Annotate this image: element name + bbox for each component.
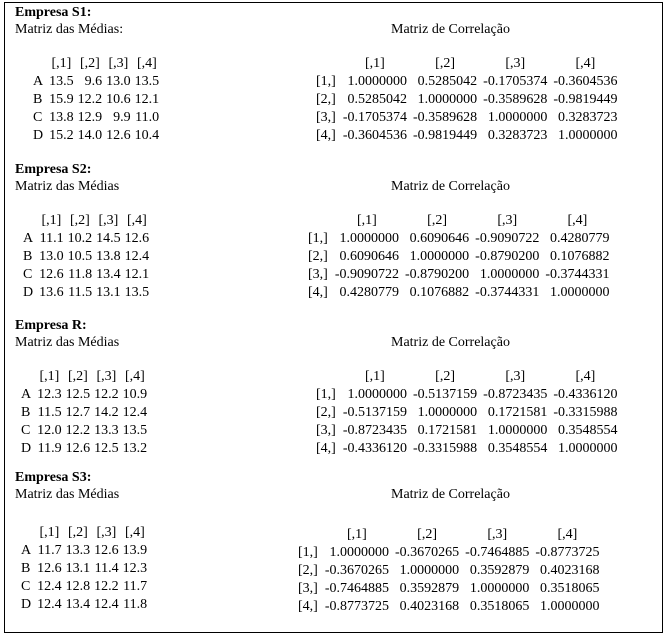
cell: 12.4 [37,597,62,612]
cell: 1.0000000 [347,387,407,402]
cell: 12.6 [124,231,150,246]
corr-header-row [313,55,621,73]
cell: 12.3 [122,561,148,576]
cell: -0.3589628 [413,110,478,125]
col-header: [,2] [67,369,88,384]
means-row [19,440,149,458]
cell: 10.5 [67,249,93,264]
cell: -0.8790200 [405,267,470,282]
corr-row [313,440,621,458]
col-header: [,4] [557,527,578,542]
corr-label: Matriz de Correlação [391,22,510,37]
col-header: [,2] [435,369,455,384]
cell: 0.5285042 [417,74,478,89]
corr-row [295,598,603,616]
cell: 13.1 [65,561,91,576]
row-label: D [33,128,44,143]
cell: 0.4023168 [399,599,460,614]
col-header: [,1] [51,56,72,71]
cell: 12.9 [77,110,103,125]
col-header: [,4] [124,525,145,540]
col-header: [,2] [69,213,90,228]
cell: -0.8773725 [324,599,389,614]
col-header: [,1] [39,369,60,384]
cell: 10.9 [122,387,148,402]
cell: -0.4336120 [342,441,407,456]
means-row [21,266,151,284]
means-row [19,386,149,404]
cell: 12.4 [94,597,119,612]
row-label: [2,] [316,92,336,107]
cell: 1.0000000 [550,285,610,300]
row-label: [4,] [316,441,336,456]
col-header: [,3] [96,369,117,384]
col-header: [,1] [41,213,62,228]
means-row [31,91,161,109]
row-label: B [21,561,31,576]
cell: 15.2 [49,128,74,143]
company-block [5,468,662,620]
corr-row [305,284,613,302]
col-header: [,3] [505,56,526,71]
cell: 0.1076882 [550,249,610,264]
cell: -0.9819449 [413,128,478,143]
cell: 0.3283723 [558,110,618,125]
cell: 12.4 [37,579,62,594]
means-label: Matriz das Médias: [15,22,124,37]
means-table [19,524,149,614]
corr-row [305,230,613,248]
means-row [19,578,149,596]
cell: 12.5 [94,441,119,456]
means-table [31,55,161,145]
means-row [21,248,151,266]
row-label: B [21,405,31,420]
cell: 13.3 [65,543,91,558]
col-header: [,3] [497,213,518,228]
cell: 13.6 [39,285,64,300]
cell: 13.5 [134,74,160,89]
cell: -0.1705374 [342,110,407,125]
cell: 11.7 [123,579,148,594]
cell: 1.0000000 [347,74,407,89]
cell: 14.5 [96,231,121,246]
cell: 12.2 [94,387,119,402]
corr-table [295,526,603,616]
company-title: Empresa R: [15,318,87,333]
cell: 0.3592879 [399,581,460,596]
col-header: [,2] [67,525,88,540]
col-header: [,1] [357,213,377,228]
cell: 1.0000000 [558,128,618,143]
cell: 1.0000000 [417,92,478,107]
company-block [5,160,662,312]
means-row [19,404,149,422]
cell: 14.0 [77,128,103,143]
cell: 13.8 [96,249,121,264]
cell: 1.0000000 [417,405,478,420]
cell: 13.3 [94,423,119,438]
row-label: C [21,579,31,594]
means-header-row [19,368,149,386]
corr-header-row [305,212,613,230]
row-label: [3,] [316,110,336,125]
means-row [31,73,161,91]
cell: 10.2 [67,231,93,246]
corr-row [295,562,603,580]
col-header: [,3] [108,56,129,71]
cell: 15.9 [49,92,74,107]
company-title: Empresa S2: [15,162,92,177]
corr-table [305,212,613,302]
cell: -0.4336120 [553,387,618,402]
row-label: [4,] [316,128,336,143]
row-label: D [21,441,32,456]
cell: 13.1 [96,285,121,300]
cell: 13.5 [49,74,74,89]
col-header: [,3] [98,213,119,228]
cell: 0.3548554 [487,441,548,456]
row-label: [3,] [308,267,328,282]
col-header: [,3] [96,525,117,540]
row-label: A [21,543,32,558]
cell: 0.6090646 [339,249,399,264]
row-label: [3,] [316,423,336,438]
corr-header-row [313,368,621,386]
cell: 12.0 [37,423,62,438]
cell: -0.9819449 [553,92,618,107]
corr-row [313,404,621,422]
cell: 11.7 [37,543,62,558]
cell: 0.3518065 [540,581,600,596]
row-label: [1,] [316,74,336,89]
cell: -0.9090722 [475,231,540,246]
cell: 1.0000000 [540,599,600,614]
cell: 12.1 [124,267,150,282]
cell: 12.4 [124,249,150,264]
cell: -0.8723435 [483,387,548,402]
cell: 12.6 [65,441,91,456]
means-row [19,542,149,560]
row-label: C [33,110,43,125]
means-table [19,368,149,458]
means-label: Matriz das Médias [15,335,120,350]
cell: 1.0000000 [558,441,618,456]
corr-table [313,368,621,458]
cell: 13.4 [96,267,121,282]
corr-row [313,91,621,109]
col-header: [,1] [39,525,60,540]
col-header: [,4] [575,56,596,71]
cell: -0.8723435 [342,423,407,438]
cell: 13.2 [122,441,148,456]
cell: 0.1076882 [409,285,470,300]
col-header: [,4] [126,213,147,228]
cell: 0.5285042 [347,92,407,107]
cell: -0.3744331 [475,285,540,300]
cell: 11.0 [135,110,160,125]
document-frame [4,2,663,633]
means-label: Matriz das Médias [15,487,120,502]
row-label: [2,] [308,249,328,264]
company-title: Empresa S1: [15,5,92,20]
cell: 0.4023168 [540,563,600,578]
cell: 0.3548554 [558,423,618,438]
cell: 1.0000000 [329,545,389,560]
cell: 12.2 [77,92,103,107]
col-header: [,1] [365,56,385,71]
cell: 11.5 [37,405,62,420]
cell: 12.8 [65,579,91,594]
col-header: [,2] [435,56,455,71]
row-label: [1,] [316,387,336,402]
cell: -0.3315988 [553,405,618,420]
cell: 12.4 [122,405,148,420]
cell: -0.8773725 [535,545,600,560]
cell: -0.1705374 [483,74,548,89]
row-label: [2,] [316,405,336,420]
cell: 13.8 [49,110,74,125]
cell: -0.3604536 [342,128,407,143]
cell: 13.5 [124,285,150,300]
cell: 1.0000000 [487,423,548,438]
corr-label: Matriz de Correlação [391,487,510,502]
cell: -0.3670265 [395,545,460,560]
means-label: Matriz das Médias [15,179,120,194]
cell: -0.3670265 [324,563,389,578]
means-row [31,109,161,127]
cell: -0.7464885 [465,545,530,560]
cell: 11.1 [39,231,64,246]
col-header: [,4] [124,369,145,384]
cell: 12.1 [134,92,160,107]
corr-row [305,266,613,284]
means-row [19,560,149,578]
cell: 12.6 [39,267,64,282]
cell: 11.5 [68,285,93,300]
cell: 0.3592879 [469,563,530,578]
cell: 0.4280779 [339,285,399,300]
means-row [21,230,151,248]
means-header-row [19,524,149,542]
company-title: Empresa S3: [15,470,92,485]
col-header: [,2] [79,56,100,71]
row-label: C [23,267,33,282]
cell: 13.0 [39,249,64,264]
row-label: A [33,74,44,89]
corr-row [313,73,621,91]
corr-label: Matriz de Correlação [391,179,510,194]
cell: -0.5137159 [342,405,407,420]
cell: 11.8 [123,597,148,612]
cell: 1.0000000 [339,231,399,246]
cell: 12.6 [94,543,119,558]
cell: 1.0000000 [479,267,540,282]
cell: 12.2 [94,579,119,594]
cell: 1.0000000 [487,110,548,125]
cell: 1.0000000 [469,581,530,596]
row-label: [1,] [298,545,318,560]
cell: -0.5137159 [413,387,478,402]
row-label: [2,] [298,563,318,578]
corr-row [295,544,603,562]
row-label: C [21,423,31,438]
corr-table [313,55,621,145]
col-header: [,4] [136,56,157,71]
cell: 12.2 [65,423,91,438]
cell: -0.3589628 [483,92,548,107]
col-header: [,1] [347,527,367,542]
cell: 10.4 [134,128,160,143]
cell: 12.5 [65,387,91,402]
cell: -0.3744331 [545,267,610,282]
cell: -0.3604536 [553,74,618,89]
corr-row [313,127,621,145]
row-label: A [23,231,34,246]
cell: -0.9090722 [334,267,399,282]
corr-row [313,386,621,404]
col-header: [,2] [427,213,447,228]
cell: 1.0000000 [399,563,460,578]
row-label: [4,] [308,285,328,300]
cell: 12.7 [65,405,91,420]
cell: 0.4280779 [550,231,610,246]
row-label: D [21,597,32,612]
cell: 0.1721581 [417,423,478,438]
cell: -0.3315988 [413,441,478,456]
means-row [31,127,161,145]
cell: 1.0000000 [409,249,470,264]
row-label: [3,] [298,581,318,596]
means-row [21,284,151,302]
cell: 11.4 [94,561,119,576]
cell: 11.9 [37,441,62,456]
cell: 13.9 [122,543,148,558]
cell: 12.3 [37,387,62,402]
row-label: B [33,92,43,107]
row-label: [4,] [298,599,318,614]
cell: 10.6 [106,92,131,107]
col-header: [,3] [505,369,526,384]
means-table [21,212,151,302]
cell: 12.6 [37,561,62,576]
col-header: [,2] [417,527,437,542]
corr-row [313,422,621,440]
row-label: A [21,387,32,402]
company-block [5,3,662,155]
means-header-row [31,55,161,73]
cell: 9.6 [84,74,103,89]
cell: 13.5 [122,423,148,438]
cell: 11.8 [68,267,93,282]
means-row [19,596,149,614]
cell: 14.2 [94,405,119,420]
row-label: B [23,249,33,264]
col-header: [,4] [567,213,588,228]
cell: 0.3283723 [487,128,548,143]
cell: 13.0 [106,74,131,89]
cell: 0.6090646 [409,231,470,246]
col-header: [,3] [487,527,508,542]
cell: 0.1721581 [487,405,548,420]
corr-row [305,248,613,266]
col-header: [,4] [575,369,596,384]
means-row [19,422,149,440]
corr-label: Matriz de Correlação [391,335,510,350]
row-label: D [23,285,34,300]
cell: 9.9 [113,110,131,125]
cell: 0.3518065 [469,599,530,614]
corr-row [295,580,603,598]
corr-row [313,109,621,127]
company-block [5,316,662,468]
means-header-row [21,212,151,230]
cell: -0.8790200 [475,249,540,264]
cell: 12.6 [106,128,131,143]
col-header: [,1] [365,369,385,384]
row-label: [1,] [308,231,328,246]
cell: -0.7464885 [324,581,389,596]
cell: 13.4 [65,597,91,612]
corr-header-row [295,526,603,544]
